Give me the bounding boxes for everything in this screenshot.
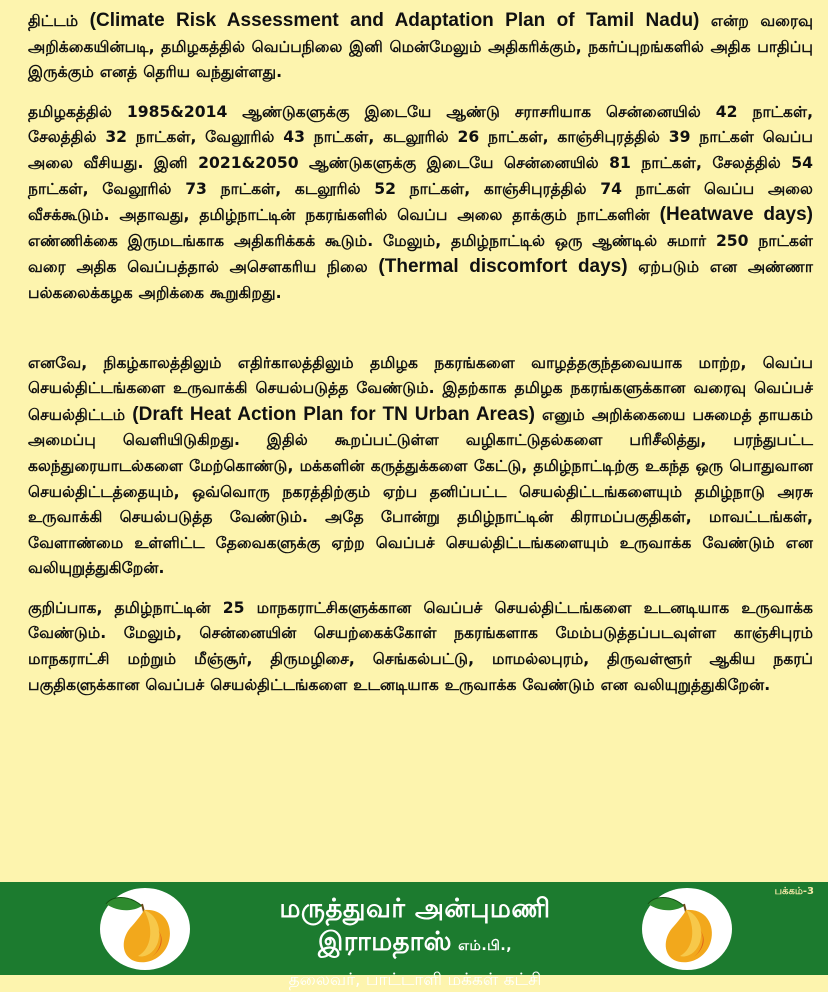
text-run: குறிப்பாக, தமிழ்நாட்டின் 25 மாநகராட்சிகளுக்கான வெப்பச் செயல்திட்டங்களை உடனடியாக உருவாக்க வேண்டும். மேலும், சென்னையின் செயற்கைக்கோள் நகரங்களாக மேம்படுத்தப்படவுள்ள காஞ்சிபுரம் மாநகராட்சி மற்றும் மீஞ்சூர், திருமழிசை, செங்கல்பட்டு, மாமல்லபுரம், திருவள்ளூர் ஆகிய நகரப் பகுதிகளுக்கான வெப்பச் செயல்திட்டங்களை உடனடியாக உருவாக்க வேண்டும் என வலியுறுத்துகிறேன். [28, 598, 813, 694]
text-run: தமிழகத்தில் 1985&2014 ஆண்டுகளுக்கு இடையே ஆண்டு சராசரியாக சென்னையில் 42 நாட்கள், சேலத்தில் 32 நாட்கள், வேலூரில் 43 நாட்கள், கடலூரில் 26 நாட்கள், காஞ்சிபுரத்தில் 39 நாட்கள் வெப்ப அலை வீசியது. இனி 2021&2050 ஆண்டுகளுக்கு இடையே சென்னையில் 81 நாட்கள், சேலத்தில் 54 நாட்கள், வேலூரில் 73 நாட்கள், கடலூரில் 52 நாட்கள், காஞ்சிபுரத்தில் 74 நாட்கள் வெப்ப அலை வீசக்கூடும். அதாவது, தமிழ்நாட்டின் நகரங்களில் வெப்ப அலை தாக்கும் நாட்களின் [28, 102, 813, 225]
signature-block [230, 894, 600, 992]
signatory-role: தலைவர், பாட்டாளி மக்கள் கட்சி [288, 970, 542, 990]
paragraph-4 [28, 596, 813, 698]
text-run: திட்டம் [28, 12, 90, 30]
text-run: எனும் அறிக்கையை பசுமைத் தாயகம் அமைப்பு வெளியிடுகிறது. இதில் கூறப்பட்டுள்ள வழிகாட்டுதல்களை பரிசீலித்து, பரந்துபட்ட கலந்துரையாடல்களை மேற்கொண்டு, மக்களின் கருத்துக்களை கேட்டு, தமிழ்நாட்டிற்கு உகந்த ஒரு பொதுவான செயல்திட்டத்தையும், ஒவ்வொரு நகரத்திற்கும் ஏற்ப தனிப்பட்ட செயல்திட்டங்களையும் தமிழ்நாடு அரசு உருவாக்கி செயல்படுத்த வேண்டும். அதே போன்று தமிழ்நாட்டின் கிராமப்பகுதிகள், மாவட்டங்கள், வேளாண்மை உள்ளிட்ட தேவைகளுக்கு ஏற்ற வெப்பச் செயல்திட்டங்களையும் உருவாக்க வேண்டும் என வலியுறுத்துகிறேன். [28, 405, 813, 578]
paragraph-1 [28, 8, 813, 86]
text-run: என்ற வரைவு அறிக்கையின்படி, தமிழகத்தில் வெப்பநிலை இனி மென்மேலும் அதிகரிக்கும், நகர்ப்புறங்களில் அதிக பாதிப்பு இருக்கும் எனத் தெரிய வந்துள்ளது. [28, 12, 813, 82]
footer-banner [0, 882, 828, 990]
paragraph-3 [28, 351, 813, 582]
signatory-name: மருத்துவர் அன்புமணி இராமதாஸ் [279, 894, 551, 957]
signatory-suffix: எம்.பி., [458, 938, 513, 954]
text-run: எண்ணிக்கை இருமடங்காக அதிகரிக்கக் கூடும். மேலும், தமிழ்நாட்டில் ஒரு ஆண்டில் சுமார் 250 நாட்கள் வரை அதிக வெப்பத்தால் அசௌகரிய நிலை [28, 231, 813, 277]
mango-icon [98, 886, 192, 972]
document-body [28, 8, 813, 698]
english-term: (Climate Risk Assessment and Adaptation Plan of Tamil Nadu) [89, 10, 700, 31]
page-number: பக்கம்-3 [774, 886, 814, 897]
english-term: (Draft Heat Action Plan for TN Urban Areas) [132, 403, 535, 425]
mango-icon [640, 886, 734, 972]
text-run: எனவே, நிகழ்காலத்திலும் எதிர்காலத்திலும் தமிழக நகரங்களை வாழத்தகுந்தவையாக மாற்ற, வெப்ப செயல்திட்டங்களை உருவாக்கி செயல்படுத்த வேண்டும். இதற்காக தமிழக நகரங்களுக்கான வரைவு வெப்பச் செயல்திட்டம் [28, 353, 813, 424]
english-term: (Thermal discomfort days) [378, 256, 628, 278]
english-term: (Heatwave days) [659, 204, 814, 226]
paragraph-2 [28, 100, 813, 307]
text-run: ஏற்படும் என அண்ணா பல்கலைக்கழக அறிக்கை கூறுகிறது. [28, 258, 813, 302]
